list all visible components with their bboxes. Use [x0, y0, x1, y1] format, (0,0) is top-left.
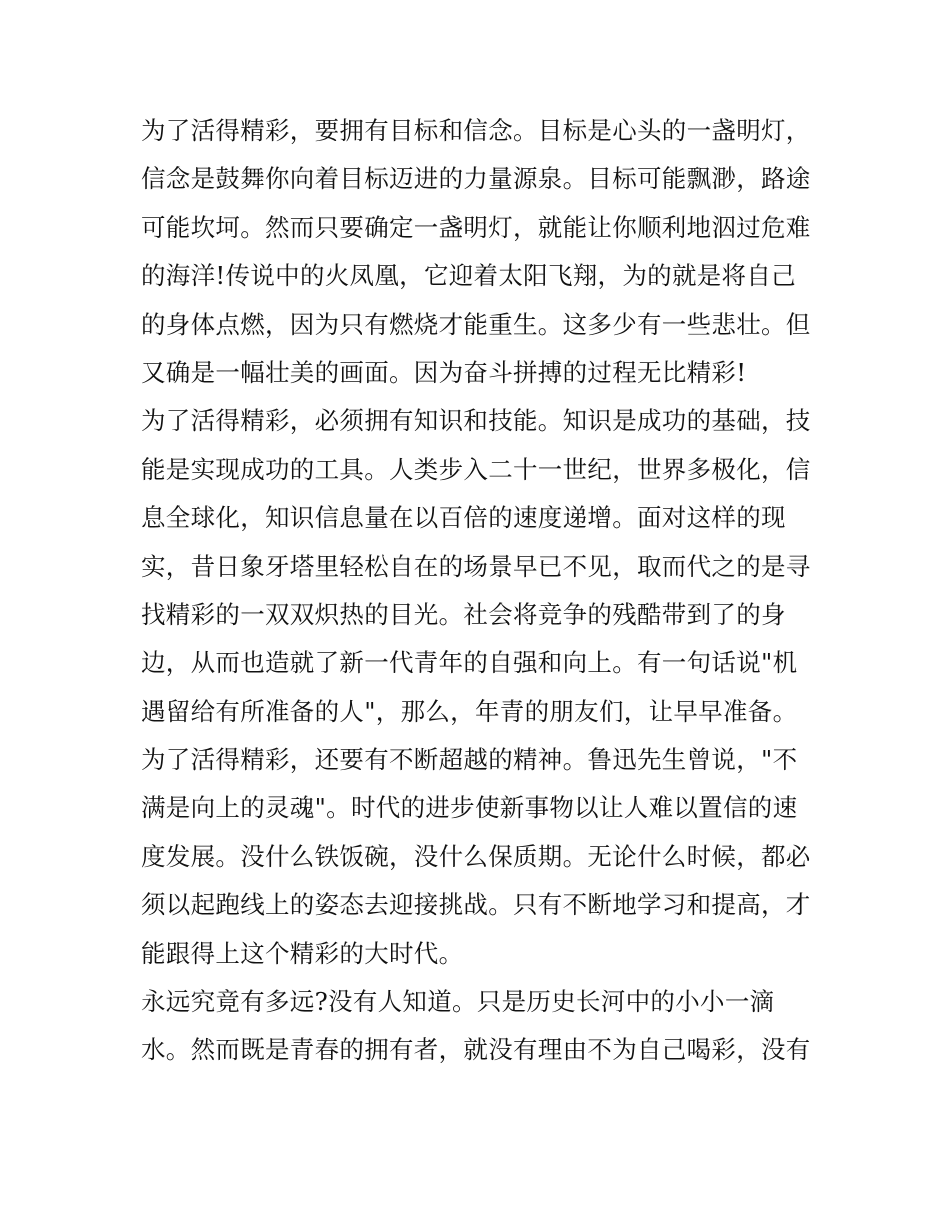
text-line: 实，昔日象牙塔里轻松自在的场景早已不见，取而代之的是寻: [141, 551, 811, 581]
essay-body: [141, 107, 821, 1075]
text-line: 水。然而既是青春的拥有者，就没有理由不为自己喝彩，没有: [141, 1035, 811, 1065]
text-line: 息全球化，知识信息量在以百倍的速度递增。面对这样的现: [141, 503, 786, 533]
text-line: 须以起跑线上的姿态去迎接挑战。只有不断地学习和提高，才: [141, 890, 811, 920]
text-line: 边，从而也造就了新一代青年的自强和向上。有一句话说"机: [141, 648, 798, 678]
text-line: 找精彩的一双双炽热的目光。社会将竞争的残酷带到了的身: [141, 599, 786, 629]
text-line: 为了活得精彩，要拥有目标和信念。目标是心头的一盏明灯，: [141, 116, 811, 145]
text-line: 又确是一幅壮美的画面。因为奋斗拼搏的过程无比精彩!: [141, 357, 747, 387]
text-line: 遇留给有所准备的人"，那么，年青的朋友们，让早早准备。: [141, 696, 798, 726]
text-line: 为了活得精彩，还要有不断超越的精神。鲁迅先生曾说，"不: [141, 745, 798, 775]
text-line: 的身体点燃，因为只有燃烧才能重生。这多少有一些悲壮。但: [141, 309, 811, 339]
text-line: 度发展。没什么铁饭碗，没什么保质期。无论什么时候，都必: [141, 841, 811, 871]
text-line: 为了活得精彩，必须拥有知识和技能。知识是成功的基础，技: [141, 406, 811, 436]
text-line: 能跟得上这个精彩的大时代。: [141, 938, 464, 968]
text-line: 永远究竟有多远?没有人知道。只是历史长河中的小小一滴: [141, 987, 775, 1017]
text-line: 可能坎坷。然而只要确定一盏明灯，就能让你顺利地泅过危难: [141, 212, 811, 242]
text-line: 的海洋!传说中的火凤凰，它迎着太阳飞翔，为的就是将自己: [141, 261, 796, 291]
text-line: 信念是鼓舞你向着目标迈进的力量源泉。目标可能飘渺，路途: [141, 164, 811, 194]
text-line: 能是实现成功的工具。人类步入二十一世纪，世界多极化，信: [141, 454, 811, 484]
text-line: 满是向上的灵魂"。时代的进步使新事物以让人难以置信的速: [141, 793, 798, 823]
